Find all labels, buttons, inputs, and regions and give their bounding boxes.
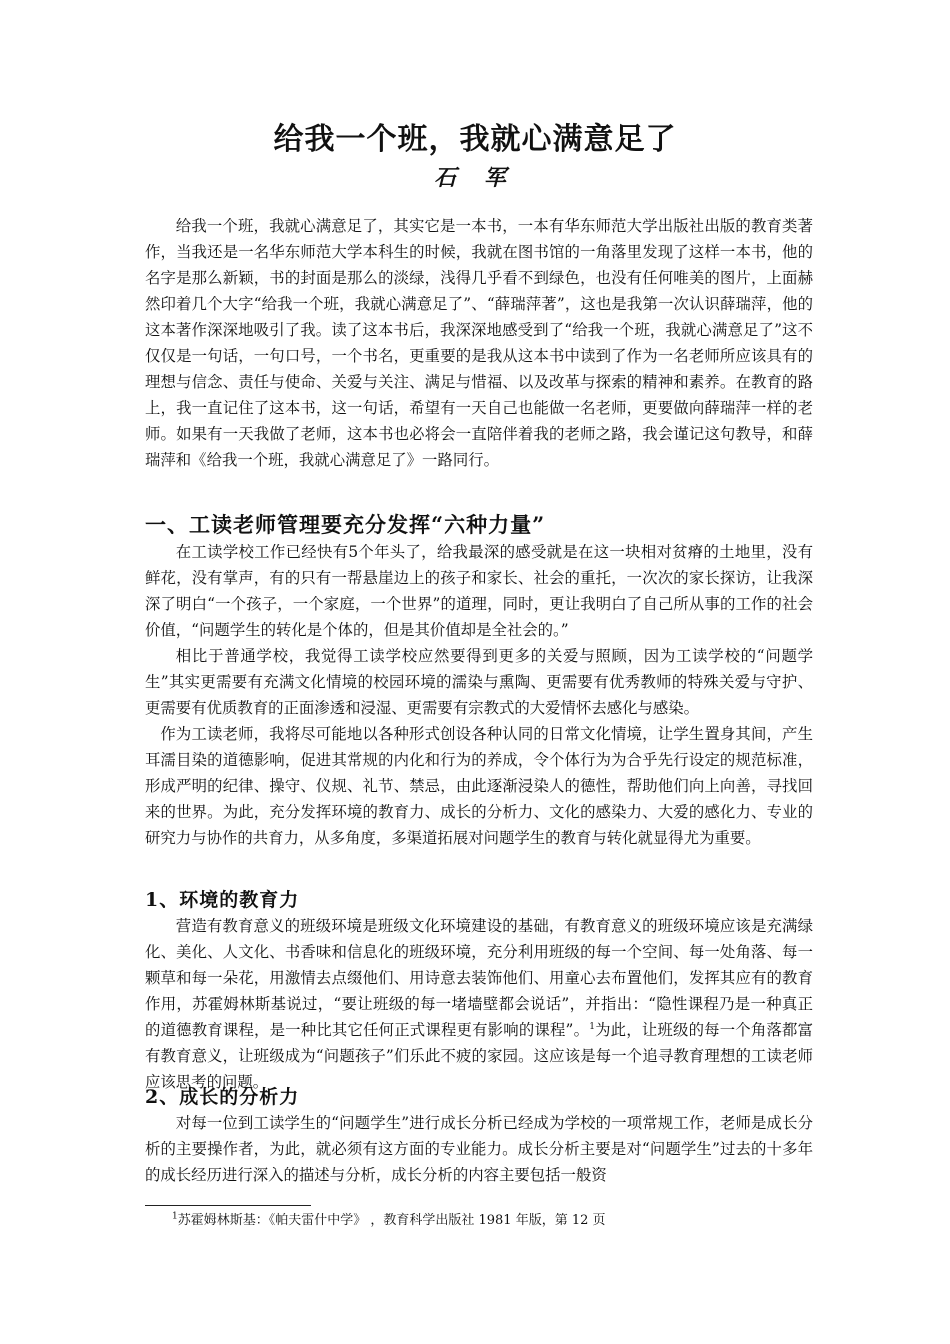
body-paragraph: 作为工读老师，我将尽可能地以各种形式创设各种认同的日常文化情境，让学生置身其间，产生耳濡目染的道德影响，促进其常规的内化和行为的养成，令个体行为为合乎先行设定的规范标准，形成严明的纪律、操守、仪规、礼节、禁忌，由此逐渐浸染人的德性，帮助他们向上向善，寻找回来的世界。为此，充分发挥环境的教育力、成长的分析力、文化的感染力、大爱的感化力、专业的研究力与协作的共育力，从多角度，多渠道拓展对问题学生的教育与转化就显得尤为重要。 — [145, 725, 813, 847]
subsection-heading: 2、成长的分析力 — [145, 1086, 300, 1108]
subsection-body — [145, 1110, 813, 1188]
paragraph-text: 营造有教育意义的班级环境是班级文化环境建设的基础，有教育意义的班级环境应该是充满绿化、美化、人文化、书香味和信息化的班级环境，充分利用班级的每一个空间、每一处角落、每一颗草和每一朵花，用激情去点缀他们、用诗意去装饰他们、用童心去布置他们，发挥其应有的教育作用，苏霍姆林斯基说过，“要让班级的每一堵墙壁都会说话”，并指出：“隐性课程乃是一种真正的道德教育课程，是一种比其它任何正式课程更有影响的课程”。 — [145, 917, 813, 1039]
subsection-heading: 1、环境的教育力 — [145, 889, 300, 911]
body-paragraph — [145, 913, 813, 1095]
footnote-text: 苏霍姆林斯基：《帕夫雷什中学》 ，教育科学出版社 1981 年版，第 12 页 — [177, 1213, 606, 1228]
body-paragraph: 对每一位到工读学生的“问题学生”进行成长分析已经成为学校的一项常规工作，老师是成长分析的主要操作者，为此，就必须有这方面的专业能力。成长分析主要是对“问题学生”过去的十多年的成长经历进行深入的描述与分析，成长分析的内容主要包括一般资 — [145, 1114, 813, 1184]
intro-paragraph: 给我一个班，我就心满意足了，其实它是一本书，一本有华东师范大学出版社出版的教育类著作，当我还是一名华东师范大学本科生的时候，我就在图书馆的一角落里发现了这样一本书，他的名字是那么新颖，书的封面是那么的淡绿，浅得几乎看不到绿色，也没有任何唯美的图片，上面赫然印着几个大字“给我一个班，我就心满意足了”、“薛瑞萍著”，这也是我第一次认识薛瑞萍，他的这本著作深深地吸引了我。读了这本书后，我深深地感受到了“给我一个班，我就心满意足了”这不仅仅是一句话，一句口号，一个书名，更重要的是我从这本书中读到了作为一名老师所应该具有的理想与信念、责任与使命、关爱与关注、满足与惜福、以及改革与探索的精神和素养。在教育的路上，我一直记住了这本书，这一句话，希望有一天自己也能做一名老师，更要做向薛瑞萍一样的老师。如果有一天我做了老师，这本书也必将会一直陪伴着我的老师之路，我会谨记这句教导，和薛瑞萍和《给我一个班，我就心满意足了》一路同行。 — [145, 217, 813, 469]
body-paragraph: 在工读学校工作已经快有5个年头了，给我最深的感受就是在这一块相对贫瘠的土地里，没有鲜花，没有掌声，有的只有一帮悬崖边上的孩子和家长、社会的重托，一次次的家长探访，让我深深了明白“一个孩子，一个家庭，一个世界”的道理，同时，更让我明白了自己所从事的工作的社会价值，“问题学生的转化是个体的，但是其价值却是全社会的。” — [145, 543, 813, 639]
footnote — [172, 1211, 606, 1231]
subsection-body — [145, 913, 813, 1095]
intro-section — [145, 213, 813, 473]
footnote-mark: 1 — [172, 1211, 178, 1222]
paragraph-text: 为此，让班级的每一个角落都富有教育意义，让班级成为“问题孩子”们乐此不疲的家园。这应该是每一个追寻教育理想的工读老师应该思考的问题。 — [145, 1021, 813, 1091]
document-title: 给我一个班，我就心满意足了 — [273, 122, 677, 157]
footnote-divider — [145, 1205, 311, 1206]
author-name: 石 军 — [434, 165, 516, 191]
footnote-reference[interactable]: 1 — [589, 1021, 595, 1032]
section-body — [145, 539, 813, 851]
body-paragraph: 相比于普通学校，我觉得工读学校应然要得到更多的关爱与照顾，因为工读学校的“问题学生”其实更需要有充满文化情境的校园环境的濡染与熏陶、更需要有优秀教师的特殊关爱与守护、更需要有优质教育的正面渗透和浸湿、更需要有宗教式的大爱情怀去感化与感染。 — [145, 647, 813, 717]
section-heading: 一、工读老师管理要充分发挥“六种力量” — [145, 512, 546, 537]
